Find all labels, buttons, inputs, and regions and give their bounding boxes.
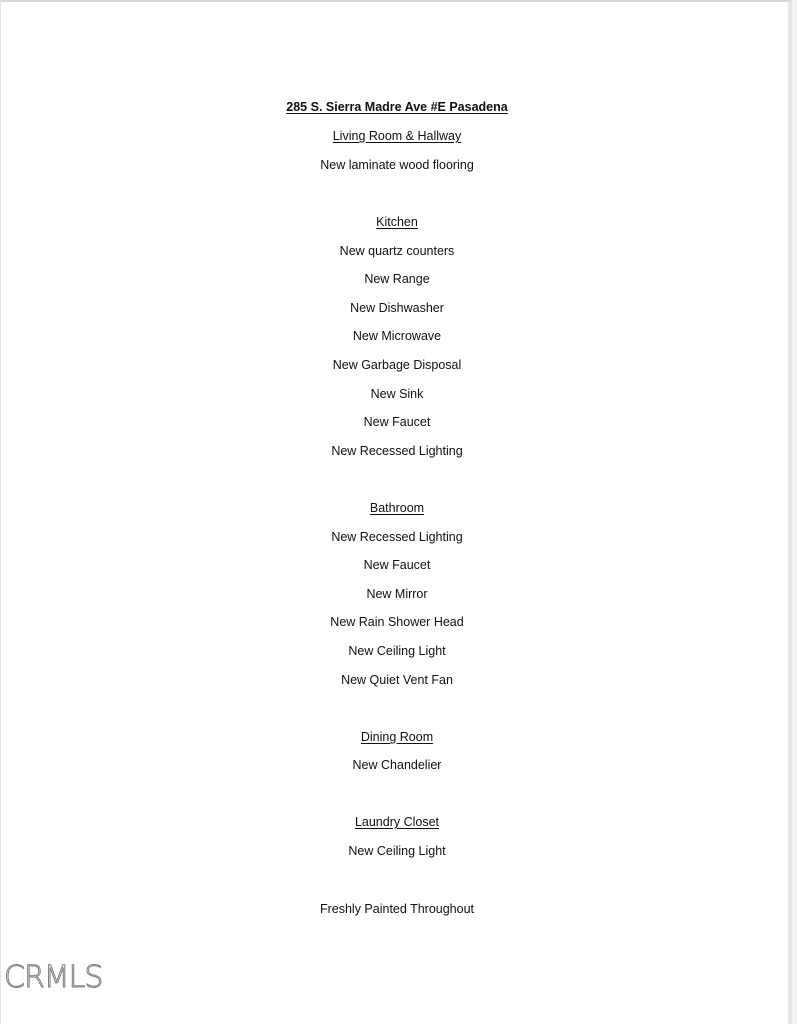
list-item: New laminate wood flooring (320, 158, 474, 172)
list-item: New Recessed Lighting (331, 444, 463, 458)
list-item: New Faucet (363, 558, 431, 572)
list-item: New Microwave (352, 329, 442, 343)
list-item: New Ceiling Light (348, 844, 446, 858)
footer-note: Freshly Painted Throughout (319, 902, 475, 916)
crmls-watermark-logo: CRMLS (4, 960, 103, 995)
list-item: New Garbage Disposal (332, 358, 462, 372)
section-heading-living-room: Living Room & Hallway (332, 129, 462, 143)
section-heading-laundry-closet: Laundry Closet (354, 815, 440, 829)
list-item: New Mirror (366, 587, 428, 601)
section-heading-dining-room: Dining Room (360, 730, 434, 744)
document-title: 285 S. Sierra Madre Ave #E Pasadena (286, 100, 508, 114)
list-item: New quartz counters (339, 244, 455, 258)
list-item: New Range (364, 272, 430, 286)
list-item: New Chandelier (352, 758, 442, 772)
list-item: New Sink (370, 387, 424, 401)
list-item: New Dishwasher (350, 301, 444, 315)
section-heading-bathroom: Bathroom (369, 501, 425, 515)
section-heading-kitchen: Kitchen (376, 215, 418, 229)
list-item: New Faucet (363, 415, 431, 429)
list-item: New Quiet Vent Fan (341, 673, 453, 687)
list-item: New Ceiling Light (348, 644, 446, 658)
list-item: New Rain Shower Head (330, 615, 464, 629)
list-item: New Recessed Lighting (331, 530, 463, 544)
